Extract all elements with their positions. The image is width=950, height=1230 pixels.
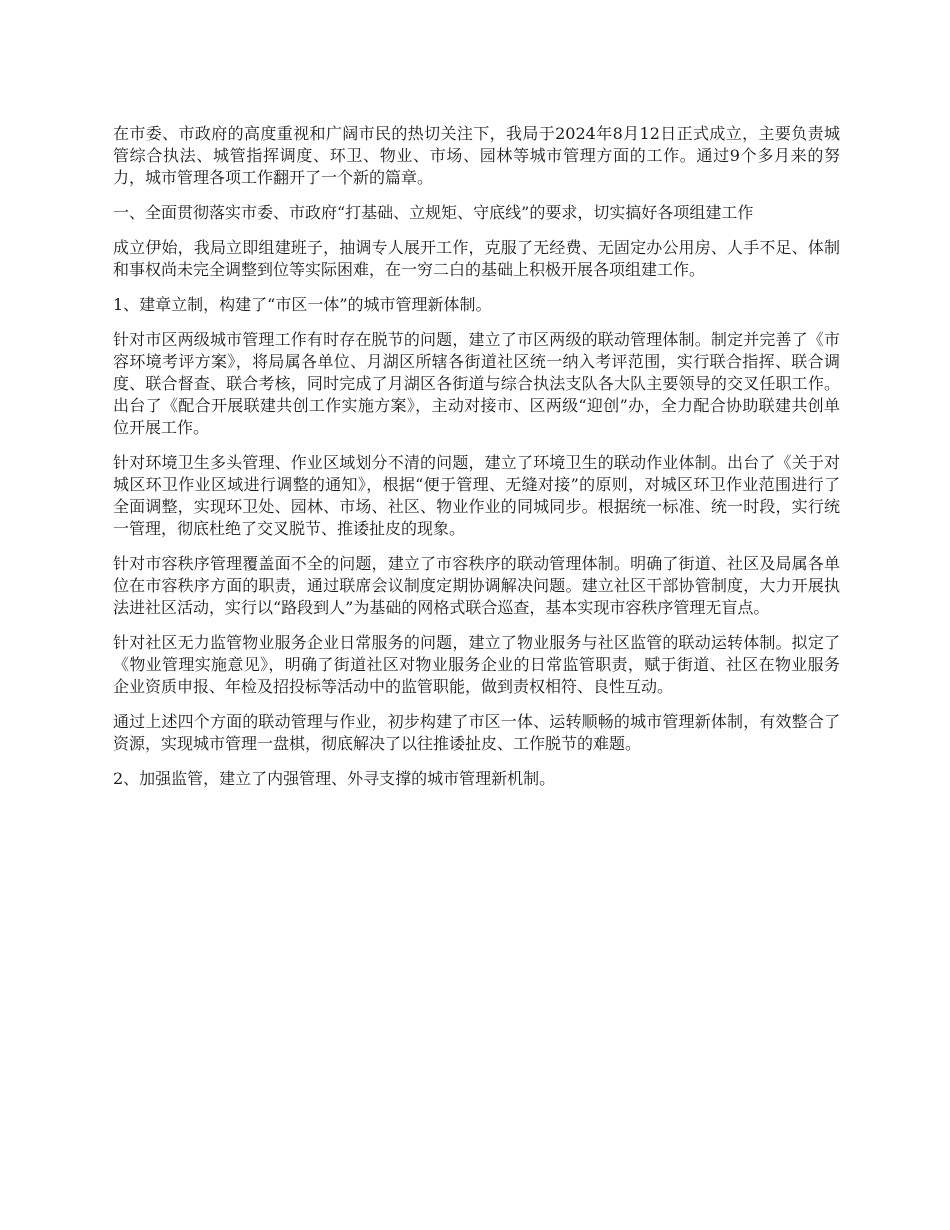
subheading-2: 2、加强监管，建立了内强管理、外寻支撑的城市管理新机制。 [113,769,556,788]
body-paragraph: 成立伊始，我局立即组建班子，抽调专人展开工作，克服了无经费、无固定办公用房、人手不足、体制和事权尚未完全调整到位等实际困难，在一穷二白的基础上积极开展各项组建工作。 [113,238,840,279]
section-heading-1: 一、全面贯彻落实市委、市政府“打基础、立规矩、守底线”的要求，切实搞好各项组建工作 [113,203,754,222]
document-body [113,123,840,803]
subheading-1: 1、建章立制，构建了“市区一体”的城市管理新体制。 [113,295,492,314]
intro-paragraph: 在市委、市政府的高度重视和广阔市民的热切关注下，我局于2024年8月12日正式成立，主要负责城管综合执法、城管指挥调度、环卫、物业、市场、园林等城市管理方面的工作。通过9个多月来的努力，城市管理各项工作翻开了一个新的篇章。 [113,124,840,187]
body-paragraph: 通过上述四个方面的联动管理与作业，初步构建了市区一体、运转顺畅的城市管理新体制，有效整合了资源，实现城市管理一盘棋，彻底解决了以往推诿扯皮、工作脱节的难题。 [113,712,840,753]
body-paragraph: 针对环境卫生多头管理、作业区域划分不清的问题，建立了环境卫生的联动作业体制。出台了《关于对城区环卫作业区域进行调整的通知》，根据“便于管理、无缝对接”的原则，对城区环卫作业范围进行了全面调整，实现环卫处、园林、市场、社区、物业作业的同城同步。根据统一标准、统一时段，实行统一管理，彻底杜绝了交叉脱节、推诿扯皮的现象。 [113,453,840,538]
body-paragraph: 针对市区两级城市管理工作有时存在脱节的问题，建立了市区两级的联动管理体制。制定并完善了《市容环境考评方案》，将局属各单位、月湖区所辖各街道社区统一纳入考评范围，实行联合指挥、联合调度、联合督查、联合考核，同时完成了月湖区各街道与综合执法支队各大队主要领导的交叉任职工作。出台了《配合开展联建共创工作实施方案》，主动对接市、区两级“迎创”办，全力配合协助联建共创单位开展工作。 [113,330,840,437]
body-paragraph: 针对社区无力监管物业服务企业日常服务的问题，建立了物业服务与社区监管的联动运转体制。拟定了《物业管理实施意见》，明确了街道社区对物业服务企业的日常监管职责，赋于街道、社区在物业服务企业资质申报、年检及招投标等活动中的监管职能，做到责权相符、良性互动。 [113,633,840,696]
body-paragraph: 针对市容秩序管理覆盖面不全的问题，建立了市容秩序的联动管理体制。明确了街道、社区及局属各单位在市容秩序方面的职责，通过联席会议制度定期协调解决问题。建立社区干部协管制度，大力开展执法进社区活动，实行以“路段到人”为基础的网格式联合巡查，基本实现市容秩序管理无盲点。 [113,554,840,617]
